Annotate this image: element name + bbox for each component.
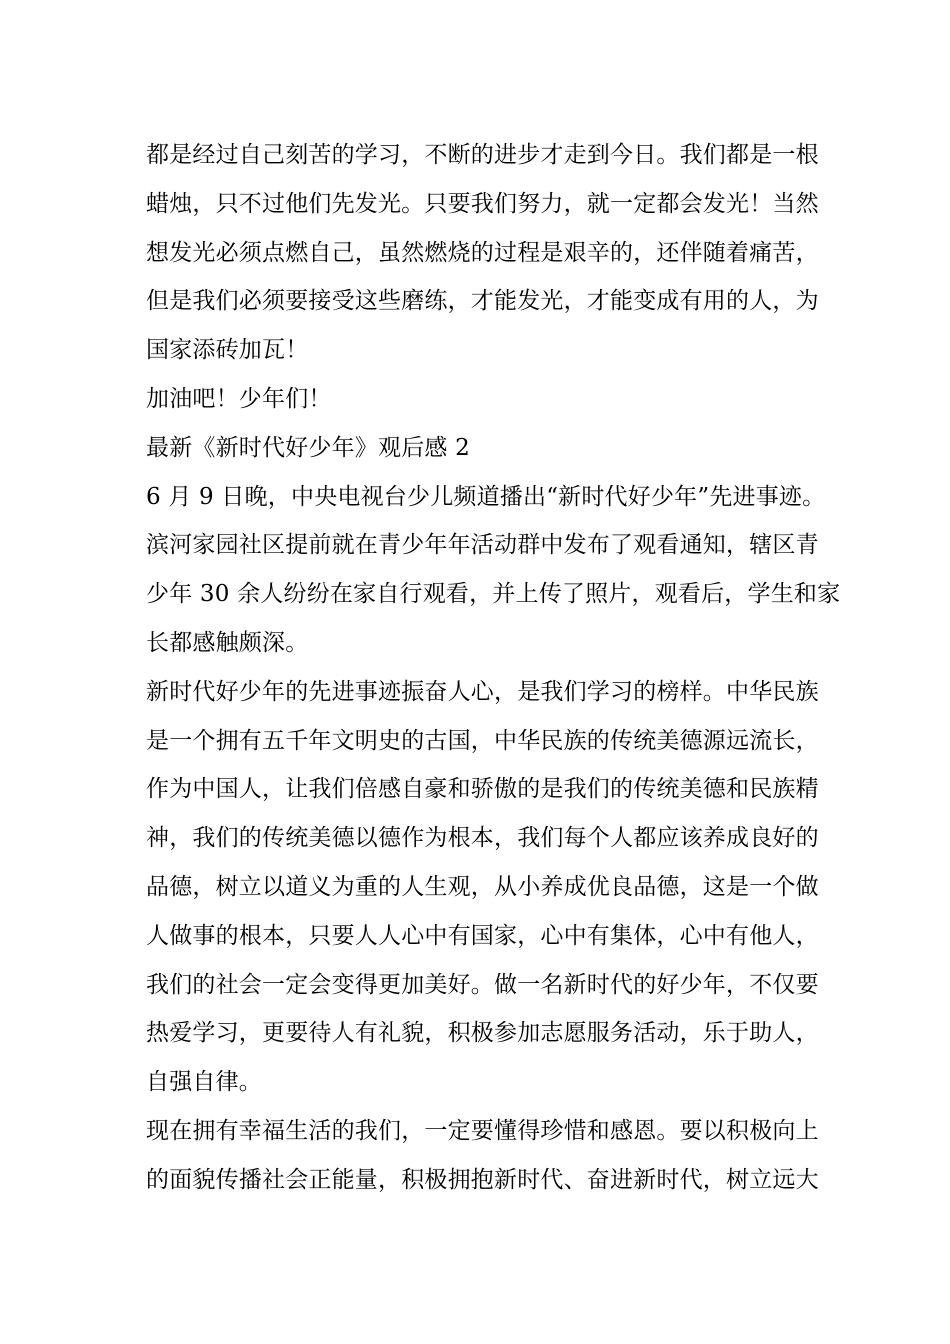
text-line: 但是我们必须要接受这些磨练，才能发光，才能变成有用的人，为 [146,288,819,315]
text-line: 是一个拥有五千年文明史的古国，中华民族的传统美德源远流长， [146,727,819,754]
text-line: 品德，树立以道义为重的人生观，从小养成优良品德，这是一个做 [146,873,819,900]
document-body [146,131,841,1205]
text-line: 长都感触颇深。 [146,629,309,656]
text-line: 少年 30 余人纷纷在家自行观看，并上传了照片，观看后，学生和家 [146,581,841,608]
text-line: 6 月 9 日晚，中央电视台少儿频道播出“新时代好少年”先进事迹。 [146,483,826,510]
text-line: 神，我们的传统美德以德作为根本，我们每个人都应该养成良好的 [146,825,819,852]
text-line: 热爱学习，更要待人有礼貌，积极参加志愿服务活动，乐于助人， [146,1020,819,1047]
text-line: 自强自律。 [146,1069,262,1096]
text-line: 作为中国人，让我们倍感自豪和骄傲的是我们的传统美德和民族精 [146,776,819,803]
text-line: 国家添砖加瓦！ [146,337,309,364]
section-heading: 最新《新时代好少年》观后感 2 [146,434,470,461]
text-line: 的面貌传播社会正能量，积极拥抱新时代、奋进新时代，树立远大 [146,1166,819,1193]
text-line: 蜡烛，只不过他们先发光。只要我们努力，就一定都会发光！当然 [146,190,819,217]
text-line: 新时代好少年的先进事迹振奋人心，是我们学习的榜样。中华民族 [146,678,819,705]
text-line: 人做事的根本，只要人人心中有国家，心中有集体，心中有他人， [146,922,819,949]
text-line: 加油吧！少年们！ [146,385,332,412]
text-line: 现在拥有幸福生活的我们，一定要懂得珍惜和感恩。要以积极向上 [146,1117,819,1144]
text-line: 想发光必须点燃自己，虽然燃烧的过程是艰辛的，还伴随着痛苦， [146,239,819,266]
text-line: 滨河家园社区提前就在青少年年活动群中发布了观看通知，辖区青 [146,532,819,559]
text-line: 我们的社会一定会变得更加美好。做一名新时代的好少年，不仅要 [146,971,819,998]
text-line: 都是经过自己刻苦的学习，不断的进步才走到今日。我们都是一根 [146,142,819,168]
